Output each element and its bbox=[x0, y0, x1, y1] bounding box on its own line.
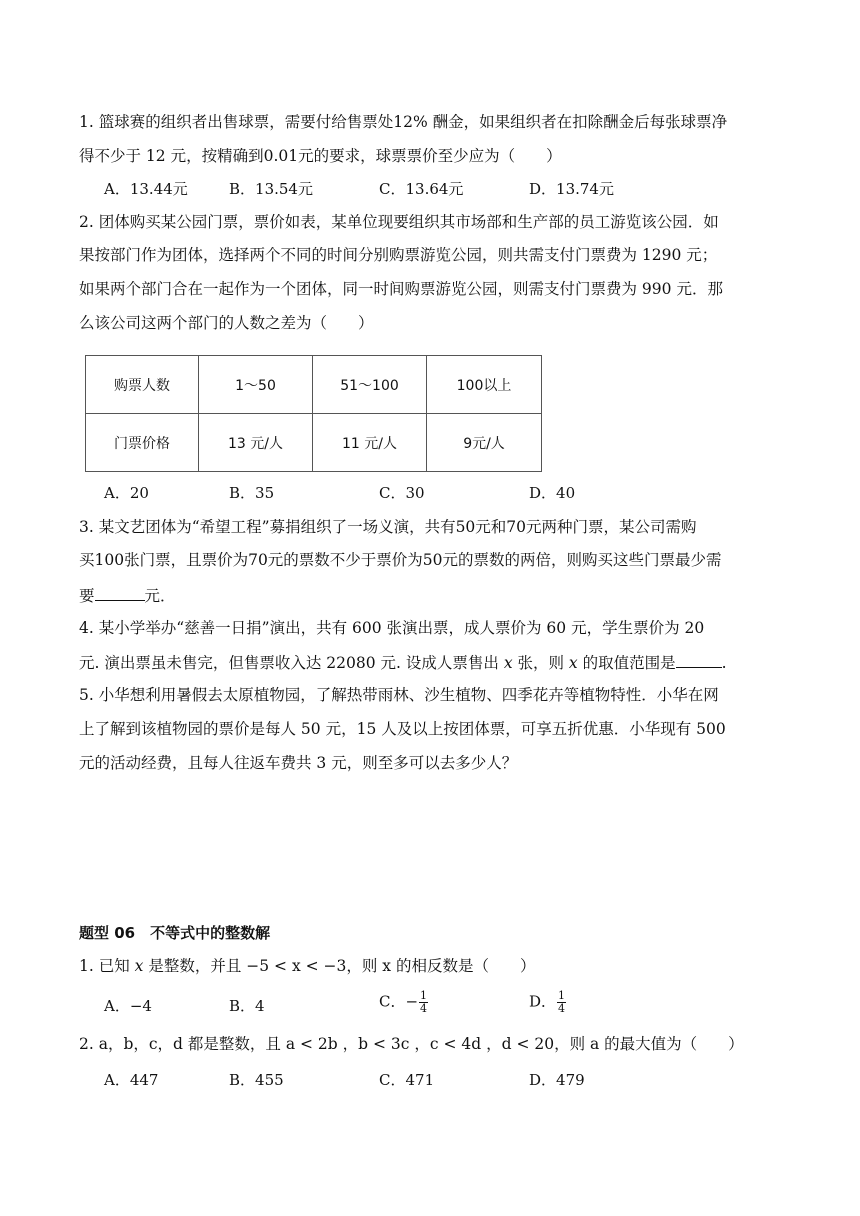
section-heading: 题型 06 不等式中的整数解 bbox=[79, 924, 271, 942]
q2-line-1: 2. 团体购买某公园门票，票价如表，某单位现要组织其市场部和生产部的员工游览该公园．如 bbox=[79, 213, 719, 231]
s1-option-a[interactable]: A．−4 bbox=[104, 997, 152, 1015]
q4-text-a: 元. 演出票虽未售完，但售票收入达 22080 元. 设成人票售出 bbox=[79, 654, 504, 672]
table-cell: 100以上 bbox=[427, 356, 542, 414]
table-cell: 1～50 bbox=[199, 356, 313, 414]
table-row bbox=[86, 414, 542, 472]
s2-option-b[interactable]: B．455 bbox=[229, 1071, 284, 1089]
q5-line-3: 元的活动经费，且每人往返车费共 3 元，则至多可以去多少人？ bbox=[79, 754, 518, 772]
s1-line bbox=[79, 956, 535, 976]
fraction-denominator: 4 bbox=[558, 1002, 566, 1015]
q2-option-b[interactable]: B．35 bbox=[229, 484, 275, 502]
s1-option-c-fraction bbox=[419, 990, 428, 1015]
q1-option-a[interactable]: A．13.44元 bbox=[104, 180, 188, 198]
table-cell: 13 元/人 bbox=[199, 414, 313, 472]
q4-text-c: 的取值范围是 bbox=[577, 654, 676, 672]
table-cell: 51～100 bbox=[313, 356, 427, 414]
q2-option-a[interactable]: A．20 bbox=[104, 484, 149, 502]
fraction-numerator: 1 bbox=[558, 989, 566, 1002]
q1-option-b[interactable]: B．13.54元 bbox=[229, 180, 313, 198]
q4-answer-blank[interactable] bbox=[676, 651, 722, 668]
q3-line-3-suffix: 元． bbox=[144, 587, 176, 605]
s2-option-d[interactable]: D．479 bbox=[529, 1071, 585, 1089]
s1-option-b[interactable]: B．4 bbox=[229, 997, 265, 1015]
table-cell: 购票人数 bbox=[86, 356, 199, 414]
q2-option-c[interactable]: C．30 bbox=[379, 484, 425, 502]
fraction-denominator: 4 bbox=[420, 1002, 428, 1015]
s1-option-d[interactable] bbox=[529, 990, 566, 1015]
q4-line-1: 4. 某小学举办“慈善一日捐”演出，共有 600 张演出票，成人票价为 60 元，学生票价为 20 bbox=[79, 619, 705, 637]
ticket-price-table bbox=[85, 355, 542, 472]
q4-line-2 bbox=[79, 651, 727, 673]
q1-line-1: 1. 篮球赛的组织者出售球票，需要付给售票处12% 酬金，如果组织者在扣除酬金后每张球票净 bbox=[79, 113, 728, 131]
q2-line-2: 果按部门作为团体，选择两个不同的时间分别购票游览公园，则共需支付门票费为 1290 元； bbox=[79, 246, 718, 264]
q5-line-2: 上了解到该植物园的票价是每人 50 元，15 人及以上按团体票，可享五折优惠．小华现有 500 bbox=[79, 720, 726, 738]
q1-option-d[interactable]: D．13.74元 bbox=[529, 180, 614, 198]
q5-line-1: 5. 小华想利用暑假去太原植物园，了解热带雨林、沙生植物、四季花卉等植物特性．小华在网 bbox=[79, 686, 719, 704]
table-cell: 11 元/人 bbox=[313, 414, 427, 472]
q4-variable-x: x bbox=[503, 654, 513, 672]
q4-variable-x: x bbox=[568, 654, 578, 672]
q2-line-3: 如果两个部门合在一起作为一个团体，同一时间购票游览公园，则需支付门票费为 990 元．那 bbox=[79, 280, 723, 298]
fraction-numerator: 1 bbox=[420, 989, 428, 1002]
q3-line-3 bbox=[79, 584, 176, 606]
q3-answer-blank[interactable] bbox=[95, 584, 145, 601]
s2-line: 2. a，b，c，d 都是整数，且 a < 2b ，b < 3c ，c < 4d ，d < 20，则 a 的最大值为（ ） bbox=[79, 1035, 744, 1053]
s2-option-c[interactable]: C．471 bbox=[379, 1071, 435, 1089]
table-cell: 门票价格 bbox=[86, 414, 199, 472]
table-cell: 9元/人 bbox=[427, 414, 542, 472]
q3-line-3-prefix: 要 bbox=[79, 587, 95, 605]
q3-line-1: 3. 某文艺团体为“希望工程”募捐组织了一场义演，共有50元和70元两种门票，某公司需购 bbox=[79, 518, 697, 536]
q4-text-b: 张，则 bbox=[512, 654, 569, 672]
s1-text-pre: 1. 已知 bbox=[79, 957, 135, 975]
q2-option-d[interactable]: D．40 bbox=[529, 484, 576, 502]
q2-line-4: 么该公司这两个部门的人数之差为（ ） bbox=[79, 314, 374, 332]
q1-line-2: 得不少于 12 元，按精确到0.01元的要求，球票票价至少应为（ ） bbox=[79, 147, 562, 165]
q3-line-2: 买100张门票，且票价为70元的票数不少于票价为50元的票数的两倍，则购买这些门票最少需 bbox=[79, 551, 722, 569]
s1-option-c-label: C．− bbox=[379, 992, 419, 1011]
s1-option-c[interactable] bbox=[379, 990, 428, 1015]
s1-variable-x: x bbox=[134, 957, 144, 975]
s1-option-d-label: D． bbox=[529, 992, 557, 1011]
s2-option-a[interactable]: A．447 bbox=[104, 1071, 159, 1089]
s1-text-mid: 是整数，并且 −5 < x < −3，则 x 的相反数是（ ） bbox=[143, 957, 536, 975]
q1-option-c[interactable]: C．13.64元 bbox=[379, 180, 464, 198]
table-row bbox=[86, 356, 542, 414]
q4-text-end: . bbox=[721, 654, 727, 672]
s1-option-d-fraction bbox=[557, 990, 566, 1015]
